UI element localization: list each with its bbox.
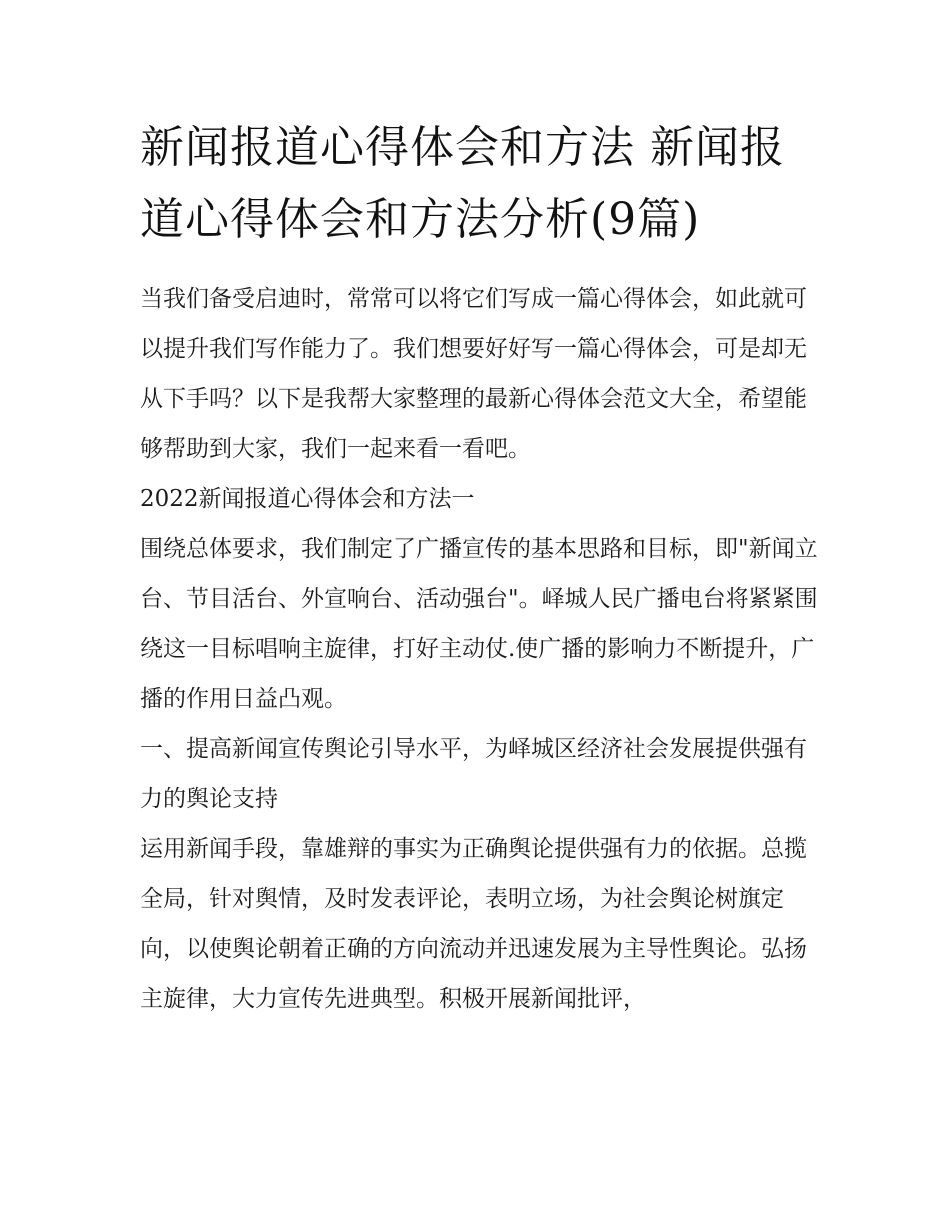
document-body [140,274,820,1024]
intro-paragraph: 当我们备受启迪时，常常可以将它们写成一篇心得体会，如此就可以提升我们写作能力了。我们想要好好写一篇心得体会，可是却无从下手吗？以下是我帮大家整理的最新心得体会范文大全，希望能够帮助到大家，我们一起来看一看吧。 [140,286,807,462]
body-paragraph: 围绕总体要求，我们制定了广播宣传的基本思路和目标，即"新闻立台、节目活台、外宣响台、活动强台"。峄城人民广播电台将紧紧围绕这一目标唱响主旋律，打好主动仗.使广播的影响力不断提升，广播的作用日益凸观。 [140,536,818,712]
body-paragraph: 运用新闻手段，靠雄辩的事实为正确舆论提供强有力的依据。总揽全局，针对舆情，及时发表评论，表明立场，为社会舆论树旗定向，以使舆论朝着正确的方向流动并迅速发展为主导性舆论。弘扬主旋律，大力宣传先进典型。积极开展新闻批评， [140,836,807,1012]
subsection-heading: 一、提高新闻宣传舆论引导水平，为峄城区经济社会发展提供强有力的舆论支持 [140,736,807,812]
section-heading: 2022新闻报道心得体会和方法一 [140,486,475,512]
document-title: 新闻报道心得体会和方法 新闻报道心得体会和方法分析(9篇) [140,122,785,245]
document-page [140,112,820,1024]
